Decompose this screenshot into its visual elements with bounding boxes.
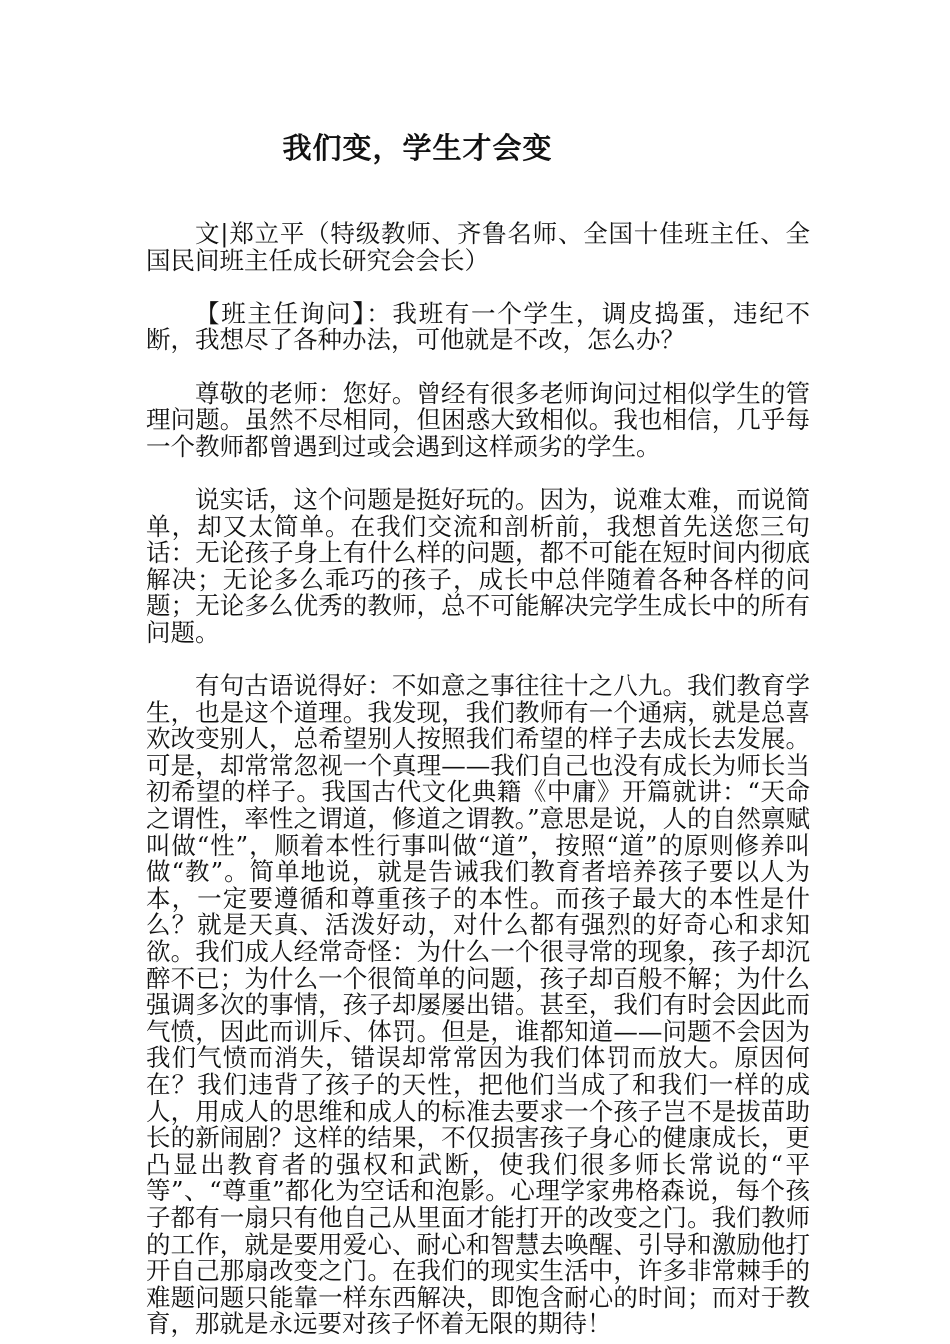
author-byline: 文|郑立平（特级教师、齐鲁名师、全国十佳班主任、全国民间班主任成长研究会会长）	[146, 219, 810, 275]
article-title: 我们变，学生才会变	[282, 131, 553, 165]
body-paragraph-greeting: 尊敬的老师：您好。曾经有很多老师询问过相似学生的管理问题。虽然不尽相同，但困惑大致相似。我也相信，几乎每一个教师都曾遇到过或会遇到这样顽劣的学生。	[146, 378, 810, 461]
article-body	[146, 221, 810, 1338]
body-paragraph-three-sentences: 说实话，这个问题是挺好玩的。因为，说难太难，而说简单，却又太简单。在我们交流和剖析前，我想首先送您三句话：无论孩子身上有什么样的问题，都不可能在短时间内彻底解决；无论多么乖巧的孩子，成长中总伴随着各种各样的问题；无论多么优秀的教师，总不可能解决完学生成长中的所有问题。	[146, 484, 810, 647]
teacher-question-paragraph: 【班主任询问】：我班有一个学生，调皮捣蛋，违纪不断，我想尽了各种办法，可他就是不改，怎么办？	[146, 298, 810, 355]
body-paragraph-main: 有句古语说得好：不如意之事往往十之八九。我们教育学生，也是这个道理。我发现，我们教师有一个通病，就是总喜欢改变别人，总希望别人按照我们希望的样子去成长去发展。可是，却常常忽视一个真理——我们自己也没有成长为师长当初希望的样子。我国古代文化典籍《中庸》开篇就讲：“天命之谓性，率性之谓道，修道之谓教。”意思是说，人的自然禀赋叫做“性”，顺着本性行事叫做“道”，按照“道”的原则修养叫做“教”。简单地说，就是告诫我们教育者培养孩子要以人为本，一定要遵循和尊重孩子的本性。而孩子最大的本性是什么？就是天真、活泼好动，对什么都有强烈的好奇心和求知欲。我们成人经常奇怪：为什么一个很寻常的现象，孩子却沉醉不已；为什么一个很简单的问题，孩子却百般不解；为什么强调多次的事情，孩子却屡屡出错。甚至，我们有时会因此而气愤，因此而训斥、体罚。但是，谁都知道——问题不会因为我们气愤而消失，错误却常常因为我们体罚而放大。原因何在？我们违背了孩子的天性，把他们当成了和我们一样的成人，用成人的思维和成人的标准去要求一个孩子岂不是拔苗助长的新闹剧？这样的结果，不仅损害孩子身心的健康成长，更凸显出教育者的强权和武断，使我们很多师长常说的“平等”、“尊重”都化为空话和泡影。心理学家弗格森说，每个孩子都有一扇只有他自己从里面才能打开的改变之门。我们教师的工作，就是要用爱心、耐心和智慧去唤醒、引导和激励他打开自己那扇改变之门。在我们的现实生活中，许多非常棘手的难题问题只能靠一样东西解决，即饱含耐心的时间；而对于教育，那就是永远要对孩子怀着无限的期待！	[146, 671, 810, 1339]
